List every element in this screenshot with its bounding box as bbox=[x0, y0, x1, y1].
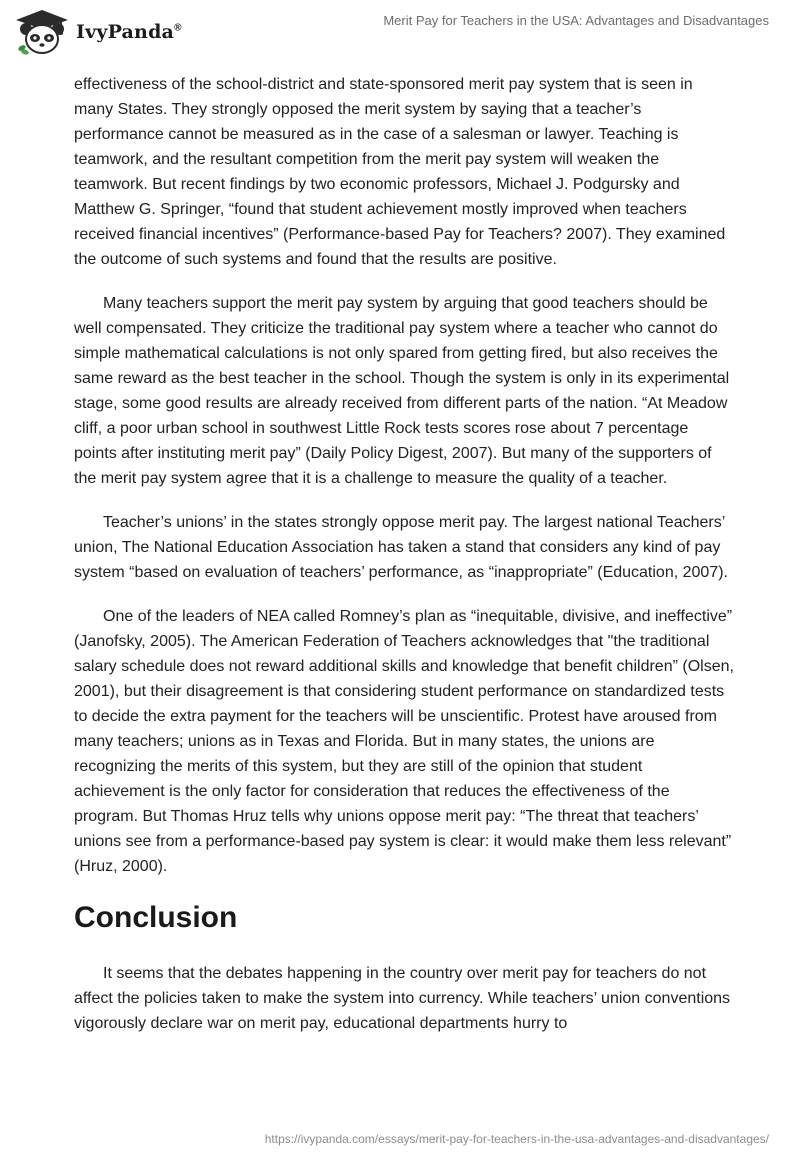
paragraph: It seems that the debates happening in the country over merit pay for teachers do not affect the policies taken to make the system into currency. While teachers’ union conventions vigorously declare war on merit pay, educational departments hurry to bbox=[74, 965, 731, 1032]
source-url[interactable]: https://ivypanda.com/essays/merit-pay-for-teachers-in-the-usa-advantages-and-disadvantages/ bbox=[264, 1132, 769, 1146]
essay-body bbox=[74, 72, 734, 1055]
paragraph: Many teachers support the merit pay system by arguing that good teachers should be well compensated. They criticize the traditional pay system where a teacher who cannot do simple mathematical calculations is not only spared from getting fired, but also receives the same reward as the best teacher in the school. Though the system is only in its experimental stage, some good results are already received from different parts of the nation. “At Meadow cliff, a poor urban school in southwest Little Rock tests scores rose about 7 percentage points after instituting merit pay” (Daily Policy Digest, 2007). But many of the supporters of the merit pay system agree that it is a challenge to measure the quality of a teacher. bbox=[74, 295, 730, 487]
paragraph: effectiveness of the school-district and state-sponsored merit pay system that is seen in many States. They strongly opposed the merit system by saying that a teacher’s performance cannot be measured as in the case of a salesman or lawyer. Teaching is teamwork, and the resultant competition from the merit pay system will weaken the teamwork. But recent findings by two economic professors, Michael J. Podgursky and Matthew G. Springer, “found that student achievement mostly improved when teachers received financial incentives” (Performance-based Pay for Teachers? 2007). They examined the outcome of such systems and found that the results are positive. bbox=[74, 76, 726, 268]
ivypanda-logo[interactable] bbox=[14, 8, 182, 56]
document-title: Merit Pay for Teachers in the USA: Advantages and Disadvantages bbox=[383, 13, 769, 28]
page-header bbox=[0, 0, 800, 66]
section-heading-conclusion: Conclusion bbox=[74, 901, 238, 934]
brand-name: IvyPanda® bbox=[76, 21, 182, 43]
panda-graduation-cap-icon bbox=[14, 8, 70, 56]
paragraph: Teacher’s unions’ in the states strongly oppose merit pay. The largest national Teachers’ union, The National Education Association has taken a stand that considers any kind of pay system “based on evaluation of teachers’ performance, as “inappropriate” (Education, 2007). bbox=[74, 514, 728, 581]
registered-mark: ® bbox=[174, 22, 182, 34]
paragraph: One of the leaders of NEA called Romney’s plan as “inequitable, divisive, and ineffective” (Janofsky, 2005). The American Federation of Teachers acknowledges that "the traditional salary schedule does not reward additional skills and knowledge that benefit children” (Olsen, 2001), but their disagreement is that considering student performance on standardized tests to decide the extra payment for the teachers will be unscientific. Protest have aroused from many teachers; unions as in Texas and Florida. But in many states, the unions are recognizing the merits of this system, but they are still of the opinion that student achievement is the only factor for consideration that reduces the effectiveness of the program. But Thomas Hruz tells why unions oppose merit pay: “The threat that teachers’ unions see from a performance-based pay system is clear: it would make them less relevant” (Hruz, 2000). bbox=[74, 608, 734, 875]
